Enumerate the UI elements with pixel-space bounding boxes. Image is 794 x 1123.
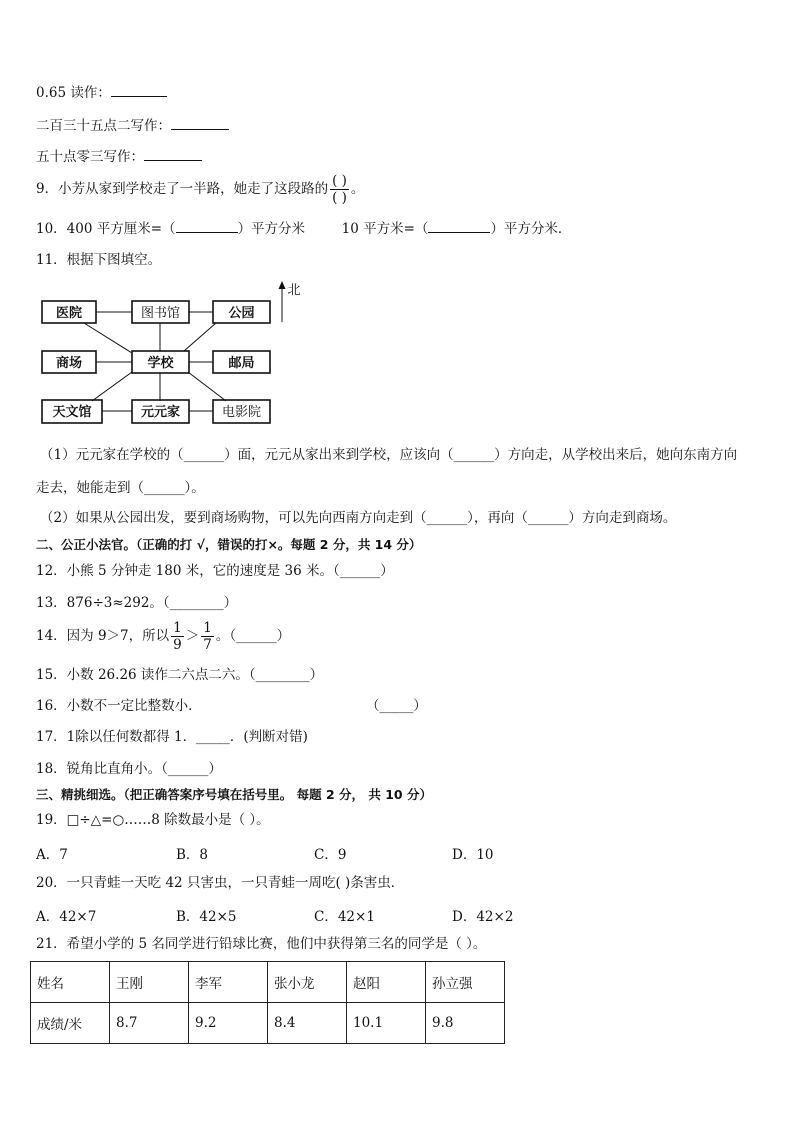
place-mall: 商场 <box>55 356 83 371</box>
place-cinema: 电影院 <box>221 405 262 420</box>
question-11-title: 11．根据下图填空。 <box>36 252 162 268</box>
question-18: 18．锐角比直角小。（______） <box>36 761 222 777</box>
table-cell: 姓名 <box>31 962 110 1003</box>
answer-blank[interactable] <box>428 219 490 233</box>
q19-option-b[interactable]: B．8 <box>176 847 209 863</box>
table-cell: 8.4 <box>268 1003 347 1044</box>
answer-blank[interactable] <box>144 147 202 161</box>
fraction-one-ninth: $\frac{1}{9}$ <box>173 620 182 653</box>
fraction-one-seventh: $\frac{1}{7}$ <box>203 620 212 653</box>
table-cell: 赵阳 <box>347 962 426 1003</box>
place-school: 学校 <box>147 356 174 371</box>
place-yuanyuan-home: 元元家 <box>140 405 181 420</box>
q19-option-a[interactable]: A．7 <box>36 847 68 863</box>
q20-option-b[interactable]: B．42×5 <box>176 909 237 925</box>
table-header-row <box>31 962 505 1003</box>
place-hospital: 医院 <box>55 306 83 321</box>
map-link <box>92 372 132 401</box>
question-16-bracket[interactable]: （_____） <box>366 698 427 714</box>
place-post-office: 邮局 <box>228 356 255 371</box>
question-11-part1-cont: 走去，她能走到（______）。 <box>36 480 205 496</box>
place-library: 图书馆 <box>140 306 181 321</box>
question-13: 13．876÷3≈292。（________） <box>36 595 238 611</box>
north-label: 北 <box>287 283 301 298</box>
table-cell: 李军 <box>189 962 268 1003</box>
direction-map <box>36 280 326 430</box>
q19-option-c[interactable]: C．9 <box>314 847 347 863</box>
question-15: 15．小数 26.26 读作二六点二六。（________） <box>36 667 324 683</box>
fraction-blank[interactable]: $\frac{( )}{( )}$ <box>332 173 347 206</box>
score-table <box>30 961 505 1044</box>
question-11-part1: （1）元元家在学校的（______）面，元元从家出来到学校，应该向（______）方向走，从学校出来后，她向东南方向 <box>40 447 738 463</box>
place-park: 公园 <box>228 306 255 321</box>
q20-option-d[interactable]: D．42×2 <box>452 909 514 925</box>
question-11-part2: （2）如果从公园出发，要到商场购物，可以先向西南方向走到（______），再向（______）方向走到商场。 <box>40 510 677 526</box>
question-10: 10．400 平方厘米=（ ）平方分米 10 平方米=（ ）平方分米． <box>36 221 572 237</box>
answer-blank[interactable] <box>176 219 238 233</box>
table-row <box>31 1003 505 1044</box>
question-19: 19．□÷△=○……8 除数最小是（ ）。 <box>36 812 270 828</box>
question-9: 9．小芳从家到学校走了一半路，她走了这段路的 $\frac{( )}{( )}$ 。 <box>36 173 365 206</box>
question-14: 14．因为 9＞7，所以 $\frac{1}{9}$ ＞ $\frac{1}{7}$ 。（______） <box>36 620 291 653</box>
map-link <box>188 372 226 401</box>
table-cell: 张小龙 <box>268 962 347 1003</box>
q20-option-a[interactable]: A．42×7 <box>36 909 97 925</box>
question-12: 12．小熊 5 分钟走 180 米，它的速度是 36 米。（______） <box>36 563 394 579</box>
question-17: 17．1除以任何数都得 1．_____．(判断对错) <box>36 729 308 745</box>
map-link <box>184 323 216 351</box>
table-cell: 10.1 <box>347 1003 426 1044</box>
table-cell: 9.8 <box>426 1003 505 1044</box>
q19-option-d[interactable]: D．10 <box>452 847 494 863</box>
q8-line3: 五十点零三写作： <box>36 147 202 166</box>
question-21: 21．希望小学的 5 名同学进行铅球比赛，他们中获得第三名的同学是（ ）。 <box>36 936 487 952</box>
q8-line1: 0.65 读作： <box>36 83 167 102</box>
map-link <box>84 323 132 353</box>
answer-blank[interactable] <box>171 116 229 130</box>
question-16: 16．小数不一定比整数小． <box>36 698 202 714</box>
table-cell: 孙立强 <box>426 962 505 1003</box>
table-cell: 9.2 <box>189 1003 268 1044</box>
q20-option-c[interactable]: C．42×1 <box>314 909 375 925</box>
section-3-heading: 三、精挑细选。（把正确答案序号填在括号里。 每题 2 分， 共 10 分） <box>36 787 432 802</box>
answer-blank[interactable] <box>111 83 167 97</box>
table-cell: 王刚 <box>110 962 189 1003</box>
place-observatory: 天文馆 <box>52 405 92 420</box>
question-20: 20．一只青蛙一天吃 42 只害虫，一只青蛙一周吃( )条害虫． <box>36 875 405 891</box>
table-cell: 成绩/米 <box>31 1003 110 1044</box>
north-arrow-icon <box>279 281 286 289</box>
table-cell: 8.7 <box>110 1003 189 1044</box>
q8-line2: 二百三十五点二写作： <box>36 116 229 135</box>
section-2-heading: 二、公正小法官。（正确的打 √，错误的打×。每题 2 分，共 14 分） <box>36 537 422 552</box>
